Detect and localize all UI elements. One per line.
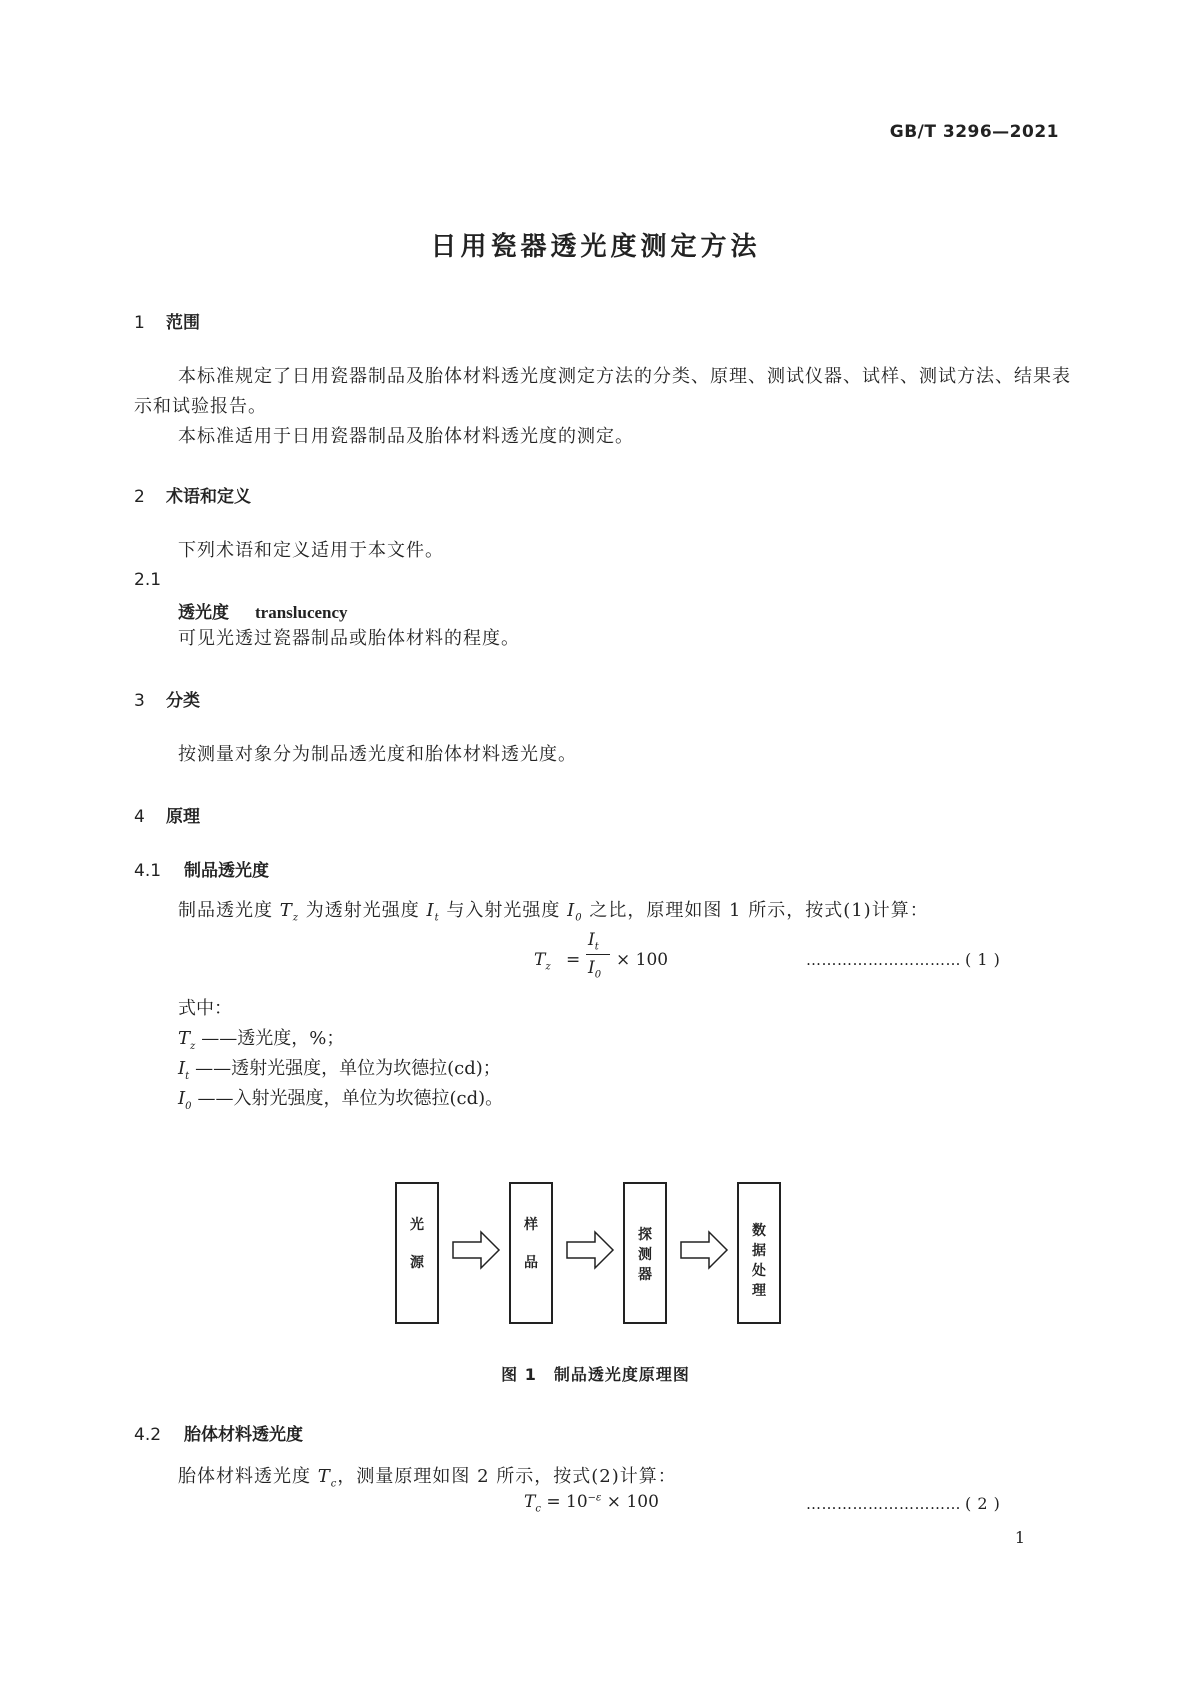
formula-exponent: −ε (587, 1492, 602, 1504)
formula-1 (534, 930, 714, 990)
box-char: 品 (524, 1255, 538, 1271)
text-run: 之比，原理如图 1 所示，按式(1)计算： (582, 900, 929, 921)
arrow-icon (679, 1230, 729, 1270)
subsection-2-1-number: 2.1 (134, 570, 162, 590)
section-title: 分类 (166, 691, 200, 711)
formula-subscript: 0 (594, 969, 602, 981)
section-1-heading (134, 308, 200, 333)
box-char: 数 (752, 1223, 766, 1239)
box-char: 处 (752, 1263, 766, 1279)
figure-1-caption: 图 1 制品透光度原理图 (501, 1365, 690, 1384)
box-char: 据 (752, 1243, 766, 1259)
symbol: I (426, 900, 435, 921)
symbol: I (178, 1058, 186, 1079)
document-title: 日用瓷器透光度测定方法 (430, 232, 761, 262)
formula-subscript: z (545, 961, 551, 973)
section-number: 2 (134, 487, 145, 507)
box-char: 理 (752, 1283, 766, 1299)
box-char: 器 (638, 1267, 652, 1283)
section-4-2-heading (134, 1420, 303, 1445)
formula-symbol: T (524, 1492, 536, 1512)
formula-denominator: I (588, 958, 595, 978)
arrow-icon (451, 1230, 501, 1270)
where-item (178, 1084, 503, 1122)
section-title: 范围 (166, 313, 200, 333)
text-run: 为透射光强度 (299, 900, 427, 921)
detector-box (623, 1182, 667, 1324)
leader-dots: ………………………… (806, 951, 961, 969)
formula-number: ( 2 ) (965, 1494, 1001, 1513)
symbol-description: ——透光度，%； (201, 1028, 345, 1049)
symbol: I (178, 1088, 186, 1109)
where-label: 式中： (178, 998, 232, 1019)
section-number: 4 (134, 807, 145, 827)
term-chinese: 透光度 (178, 603, 229, 623)
section-title: 制品透光度 (184, 861, 269, 881)
formula-1-leader (806, 950, 1000, 969)
section-1-paragraph-1: 本标准规定了日用瓷器制品及胎体材料透光度测定方法的分类、原理、测试仪器、试样、测试方法、结果表示和试验报告。 (134, 366, 1071, 417)
section-4-heading (134, 802, 200, 827)
formula-equals: = (566, 950, 581, 970)
leader-dots: ………………………… (806, 1495, 961, 1513)
box-char: 源 (410, 1255, 424, 1271)
sample-box (509, 1182, 553, 1324)
formula-symbol: T (534, 950, 546, 970)
formula-multiplier: × 100 (601, 1492, 659, 1512)
section-2-heading (134, 482, 251, 507)
symbol-subscript: z (292, 912, 300, 924)
symbol: T (317, 1466, 331, 1487)
light-source-box (395, 1182, 439, 1324)
section-4-1-paragraph (178, 896, 1078, 934)
text-run: ，测量原理如图 2 所示，按式(2)计算： (337, 1466, 677, 1487)
section-number: 4.2 (134, 1425, 162, 1445)
formula-numerator: I (588, 930, 595, 950)
box-char: 测 (638, 1247, 652, 1263)
fraction-bar (586, 954, 610, 955)
symbol-subscript: t (185, 1070, 190, 1082)
section-title: 术语和定义 (166, 487, 251, 507)
page-number: 1 (1014, 1528, 1025, 1547)
arrow-icon (565, 1230, 615, 1270)
box-char: 探 (638, 1227, 652, 1243)
formula-2 (524, 1492, 659, 1514)
formula-base: = 10 (546, 1492, 588, 1512)
symbol-subscript: z (190, 1040, 196, 1052)
symbol-description: ——入射光强度，单位为坎德拉(cd)。 (197, 1088, 504, 1109)
box-char: 样 (524, 1217, 538, 1233)
formula-number: ( 1 ) (965, 950, 1001, 969)
section-3-heading (134, 686, 200, 711)
section-1-paragraph-2: 本标准适用于日用瓷器制品及胎体材料透光度的测定。 (178, 426, 634, 447)
term-definition: 可见光透过瓷器制品或胎体材料的程度。 (178, 628, 520, 649)
box-char: 光 (410, 1217, 424, 1233)
text-run: 与入射光强度 (439, 900, 568, 921)
section-title: 原理 (166, 807, 200, 827)
data-processing-box (737, 1182, 781, 1324)
symbol: I (567, 900, 576, 921)
section-number: 4.1 (134, 861, 162, 881)
formula-2-leader (806, 1494, 1000, 1513)
formula-subscript: c (535, 1503, 541, 1515)
section-4-1-heading (134, 856, 269, 881)
term-english: translucency (255, 603, 348, 622)
figure-1-diagram (395, 1182, 805, 1328)
symbol-subscript: c (330, 1478, 338, 1490)
symbol-description: ——透射光强度，单位为坎德拉(cd)； (195, 1058, 501, 1079)
text-run: 胎体材料透光度 (178, 1466, 318, 1487)
symbol-subscript: 0 (575, 912, 583, 924)
formula-multiplier: × 100 (616, 950, 669, 970)
standard-number: GB/T 3296—2021 (889, 122, 1059, 142)
term-entry (178, 598, 348, 623)
section-title: 胎体材料透光度 (184, 1425, 303, 1445)
section-number: 1 (134, 313, 145, 333)
section-2-paragraph-1: 下列术语和定义适用于本文件。 (178, 540, 444, 561)
symbol: T (178, 1028, 191, 1049)
section-3-paragraph-1: 按测量对象分为制品透光度和胎体材料透光度。 (178, 744, 577, 765)
section-number: 3 (134, 691, 145, 711)
symbol-subscript: 0 (185, 1100, 192, 1112)
symbol-subscript: t (434, 912, 440, 924)
text-run: 制品透光度 (178, 900, 280, 921)
symbol: T (279, 900, 293, 921)
formula-subscript: t (594, 941, 599, 953)
